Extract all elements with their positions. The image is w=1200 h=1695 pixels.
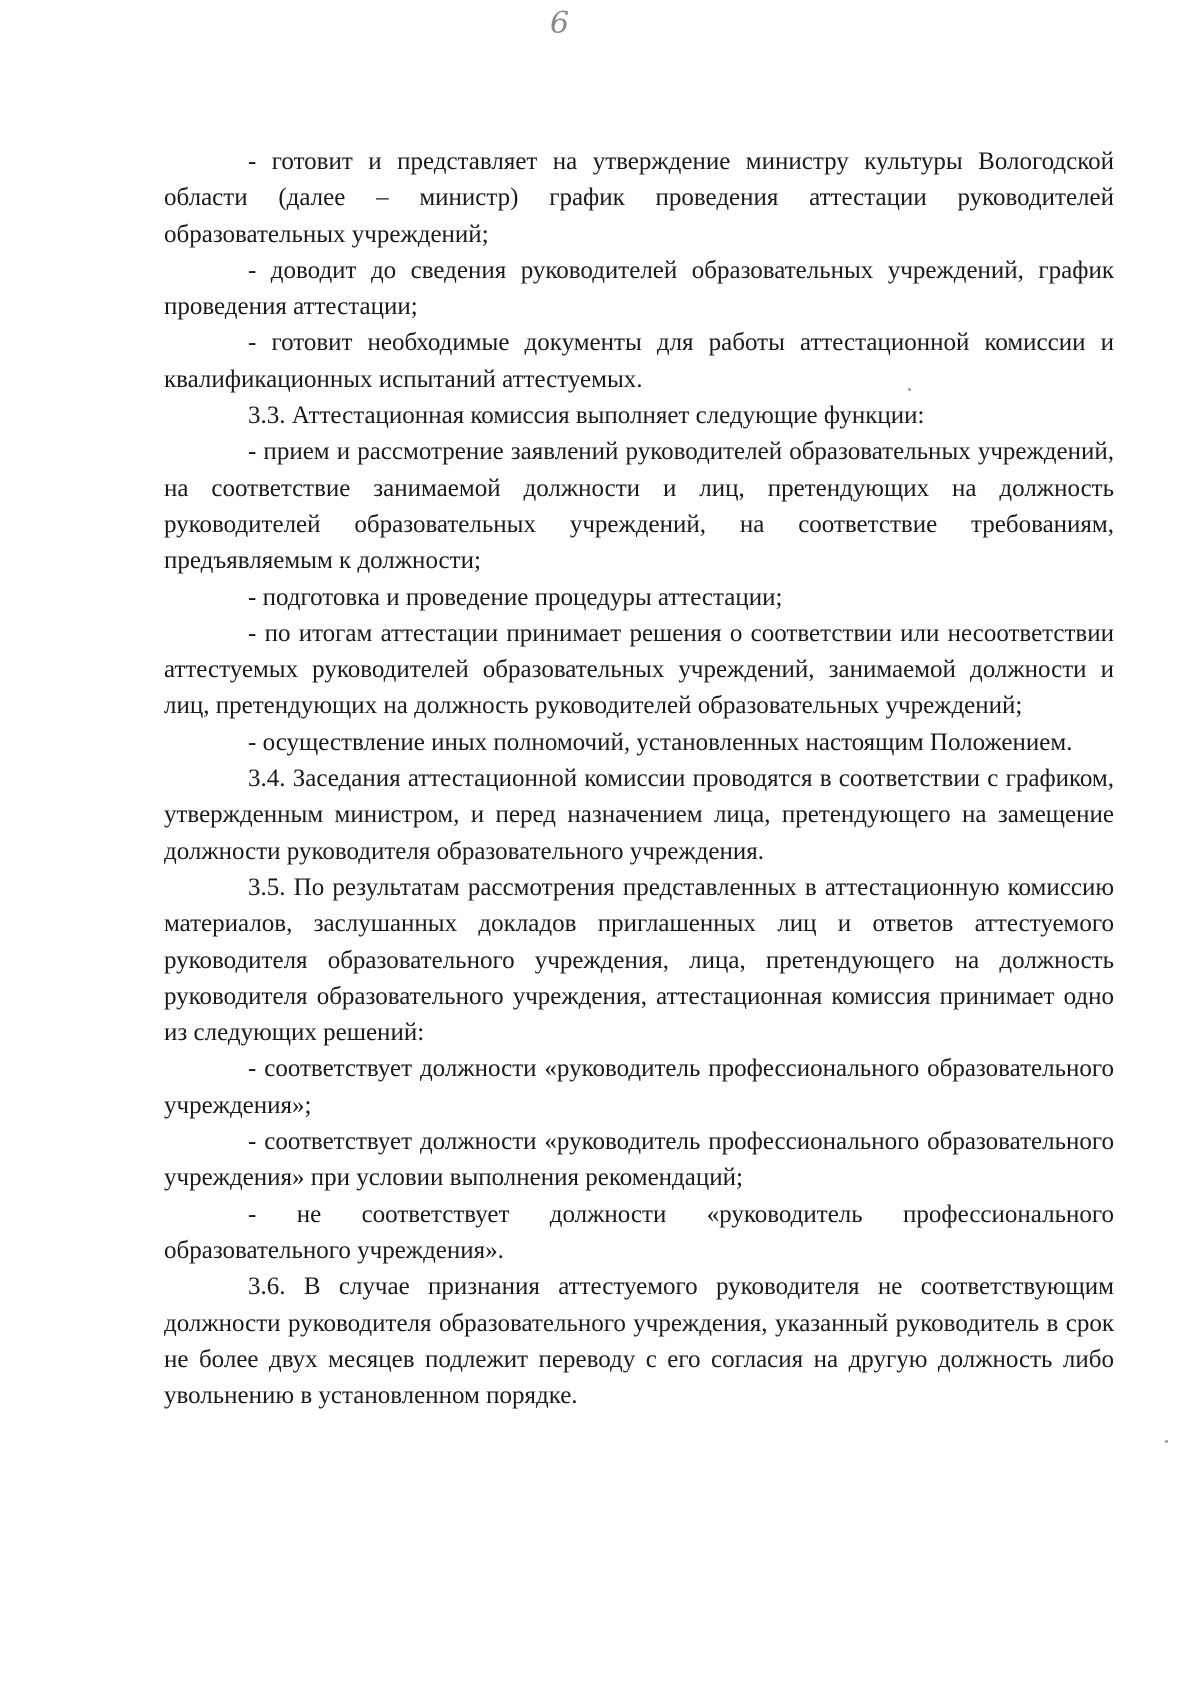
paragraph-conduct-attestation: - подготовка и проведение процедуры аттестации; xyxy=(248,583,783,611)
paragraph-3-4: 3.4. Заседания аттестационной комиссии проводятся в соответствии с графиком, утвержденным министром, и перед назначением лица, претендующего на замещение должности руководителя образовательного учреждения. xyxy=(164,765,1114,865)
paragraph-prepare-schedule: - готовит и представляет на утверждение министру культуры Вологодской области (далее – министр) график проведения аттестации руководителей образовательных учреждений; xyxy=(164,148,1114,248)
paragraph-3-6: 3.6. В случае признания аттестуемого руководителя не соответствующим должности руководителя образовательного учреждения, указанный руководитель в срок не более двух месяцев подлежит переводу с его согласия на другую должность либо увольнению в установленном порядке. xyxy=(164,1273,1114,1410)
paragraph-make-decisions: - по итогам аттестации принимает решения о соответствии или несоответствии аттестуемых руководителей образовательных учреждений, занимаемой должности и лиц, претендующих на должность руководителей образовательных учреждений; xyxy=(164,619,1114,720)
paragraph-receive-applications: - прием и рассмотрение заявлений руководителей образовательных учреждений, на соответствие занимаемой должности и лиц, претендующих на должность руководителей образовательных учреждений, на соответствие требованиям, предъявляемым к должности; xyxy=(164,438,1114,575)
paragraph-inform-schedule: - доводит до сведения руководителей образовательных учреждений, график проведения аттестации; xyxy=(164,256,1114,321)
scan-speck xyxy=(1165,1440,1168,1443)
paragraph-decision-conforms: - соответствует должности «руководитель профессионального образовательного учреждения»; xyxy=(164,1055,1114,1119)
document-body xyxy=(164,144,1114,1414)
paragraph-decision-conforms-conditional: - соответствует должности «руководитель профессионального образовательного учреждения» при условии выполнения рекомендаций; xyxy=(164,1128,1114,1192)
paragraph-other-powers: - осуществление иных полномочий, установленных настоящим Положением. xyxy=(248,728,1073,756)
paragraph-3-5: 3.5. По результатам рассмотрения представленных в аттестационную комиссию материалов, заслушанных докладов приглашенных лиц и ответов аттестуемого руководителя образовательного учреждения, лица, претендующего на должность руководителя образовательного учреждения, аттестационная комиссия принимает одно из следующих решений: xyxy=(164,873,1114,1047)
scan-speck xyxy=(908,388,911,391)
paragraph-decision-not-conforms: - не соответствует должности «руководитель профессионального образовательного учреждения». xyxy=(164,1200,1114,1264)
page-number: 6 xyxy=(550,6,570,41)
paragraph-prepare-documents: - готовит необходимые документы для работы аттестационной комиссии и квалификационных испытаний аттестуемых. xyxy=(164,329,1114,393)
paragraph-3-3: 3.3. Аттестационная комиссия выполняет следующие функции: xyxy=(248,402,925,430)
